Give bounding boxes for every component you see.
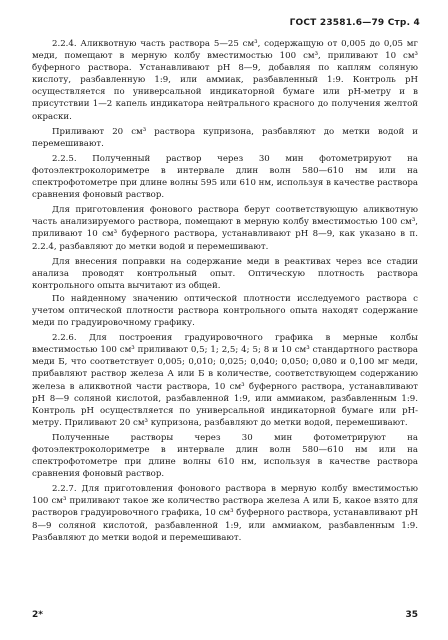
paragraph-photometry: Полученные растворы через 30 мин фотометрируют на фотоэлектроколориметре в интервале длин волн 580—610 нм или на спектрофотометре при длине волны 610 нм, используя в качестве раствора сравнения фоновый раствор. — [32, 432, 418, 480]
page-header: ГОСТ 23581.6—79 Стр. 4 — [289, 18, 420, 28]
paragraph-2-2-7: 2.2.7. Для приготовления фонового раствора в мерную колбу вместимостью 100 см³ приливают такое же количество раствора железа А или Б, какое взято для растворов градуировочного графика, 10 см³ буферного раствора, устанавливают pH 8—9 соляной кислотой, разбавленной 1:9, или аммиаком, разбавленным 1:9. Разбавляют до метки водой и перемешивают. — [32, 484, 418, 543]
paragraph-calibration-lookup: По найденному значению оптической плотности исследуемого раствора с учетом оптической плотности раствора контрольного опыта находят содержание меди по градуировочному графику. — [32, 293, 418, 329]
page-body — [32, 38, 418, 547]
paragraph-2-2-5: 2.2.5. Полученный раствор через 30 мин фотометрируют на фотоэлектроколориметре в интервале длин волн 580—610 нм или на спектрофотометре при длине волны 595 или 610 нм, используя в качестве раствора сравнения фоновый раствор. — [32, 153, 418, 201]
paragraph-2-2-4: 2.2.4. Аликвотную часть раствора 5—25 см³, содержащую от 0,005 до 0,05 мг меди, помещают в мерную колбу вместимостью 100 см³, приливают 10 см³ буферного раствора. Устанавливают pH 8—9, добавляя по каплям соляную кислоту, разбавленную 1:9, или аммиак, разбавленный 1:9. Контроль pH осуществляется по универсальной индикаторной бумаге или pH-метру и в присутствии 1—2 капель индикатора нейтрального красного до получения желтой окраски. — [32, 39, 418, 122]
paragraph-2-2-6: 2.2.6. Для построения градуировочного графика в мерные колбы вместимостью 100 см³ приливают 0,5; 1; 2,5; 4; 5; 8 и 10 см³ стандартного раствора меди Б, что соответствует 0,005; 0,010; 0,025; 0,040; 0,050; 0,080 и 0,100 мг меди, прибавляют раствор железа А или Б в количестве, соответствующем содержанию железа в аликвотной части раствора, 10 см³ буферного раствора, устанавливают pH 8—9 соляной кислотой, разбавленной 1:9, или аммиаком, разбавленным 1:9. Контроль pH осуществляется по универсальной индикаторной бумаге или pH-метру. Приливают 20 см³ купризона, разбавляют до метки водой, перемешивают. — [32, 333, 418, 428]
footer-signature-mark: 2* — [32, 610, 43, 620]
page-number: 35 — [405, 610, 418, 620]
paragraph-background-solution: Для приготовления фонового раствора берут соответствующую аликвотную часть анализируемого раствора, помещают в мерную колбу вместимостью 100 см³, приливают 10 см³ буферного раствора, устанавливают pH 8—9, как указано в п. 2.2.4, разбавляют до метки водой и перемешивают. — [32, 205, 418, 252]
paragraph-cuprizone: Приливают 20 см³ раствора купризона, разбавляют до метки водой и перемешивают. — [32, 126, 418, 149]
paragraph-control-experiment: Для внесения поправки на содержание меди в реактивах через все стадии анализа проводят контрольный опыт. Оптическую плотность раствора контрольного опыта вычитают из общей. — [32, 256, 418, 291]
